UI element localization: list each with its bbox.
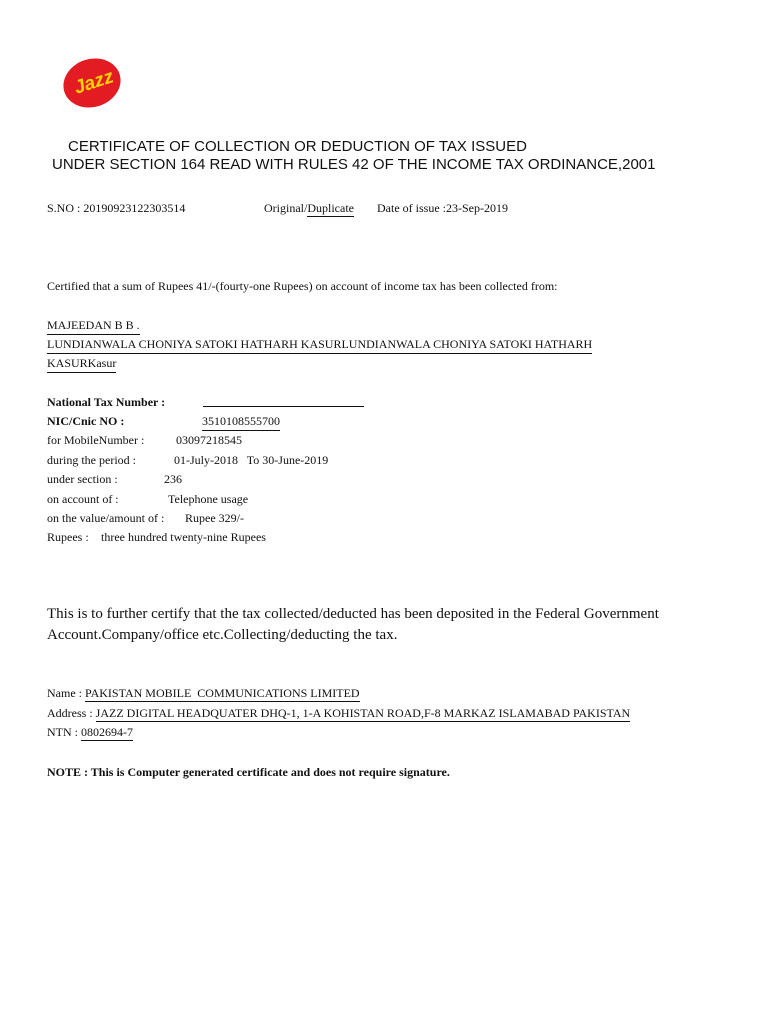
amount-value: Rupee 329/- — [185, 511, 244, 525]
collector-name — [47, 686, 360, 701]
period-label: during the period : — [47, 453, 136, 467]
collector-name-value: PAKISTAN MOBILE COMMUNICATIONS LIMITED — [85, 686, 360, 700]
cnic-label: NIC/Cnic NO : — [47, 414, 125, 428]
account-label: on account of : — [47, 492, 119, 506]
ntn-label: National Tax Number : — [47, 395, 166, 409]
collector-address-value: JAZZ DIGITAL HEADQUATER DHQ-1, 1-A KOHISTAN ROAD,F-8 MARKAZ ISLAMABAD PAKISTAN — [95, 706, 631, 720]
collector-ntn-value: 0802694-7 — [81, 725, 133, 739]
account-value: Telephone usage — [168, 492, 249, 506]
ntn-blank-line — [203, 406, 364, 407]
certificate-title-line1: CERTIFICATE OF COLLECTION OR DEDUCTION OF TAX ISSUED — [68, 138, 527, 155]
certificate-title-line2: UNDER SECTION 164 READ WITH RULES 42 OF THE INCOME TAX ORDINANCE,2001 — [52, 156, 656, 173]
date-of-issue: Date of issue :23-Sep-2019 — [377, 201, 508, 215]
mobile-label: for MobileNumber : — [47, 433, 145, 447]
serial-number: S.NO : 20190923122303514 — [47, 201, 186, 215]
payer-address-line2: KASURKasur — [47, 356, 116, 373]
period-value: 01-July-2018 To 30-June-2019 — [174, 453, 329, 467]
svg-text:Jazz: Jazz — [71, 66, 117, 99]
cnic-value: 3510108555700 — [202, 414, 280, 431]
section-label: under section : — [47, 472, 118, 486]
amount-label: on the value/amount of : — [47, 511, 165, 525]
rupees-value: three hundred twenty-nine Rupees — [101, 530, 266, 544]
jazz-logo — [58, 50, 130, 112]
original-duplicate — [264, 201, 354, 216]
payer-name: MAJEEDAN B B . — [47, 318, 140, 335]
section-value: 236 — [164, 472, 182, 486]
collector-name-label: Name : — [47, 686, 82, 700]
further-certify-line1: This is to further certify that the tax collected/deducted has been deposited in the Federal Government — [47, 606, 659, 622]
note-text: NOTE : This is Computer generated certificate and does not require signature. — [47, 765, 450, 779]
rupees-label: Rupees : — [47, 530, 89, 544]
certified-statement: Certified that a sum of Rupees 41/-(fourty-one Rupees) on account of income tax has been collected from: — [47, 279, 558, 293]
mobile-value: 03097218545 — [176, 433, 242, 447]
collector-address — [47, 706, 630, 721]
collector-address-label: Address : — [47, 706, 93, 720]
further-certify-line2: Account.Company/office etc.Collecting/deducting the tax. — [47, 627, 398, 643]
collector-ntn-label: NTN : — [47, 725, 78, 739]
original-label: Original/ — [264, 201, 308, 215]
duplicate-label: Duplicate — [307, 201, 354, 215]
collector-ntn — [47, 725, 133, 740]
payer-address-line1: LUNDIANWALA CHONIYA SATOKI HATHARH KASURLUNDIANWALA CHONIYA SATOKI HATHARH — [47, 337, 592, 354]
